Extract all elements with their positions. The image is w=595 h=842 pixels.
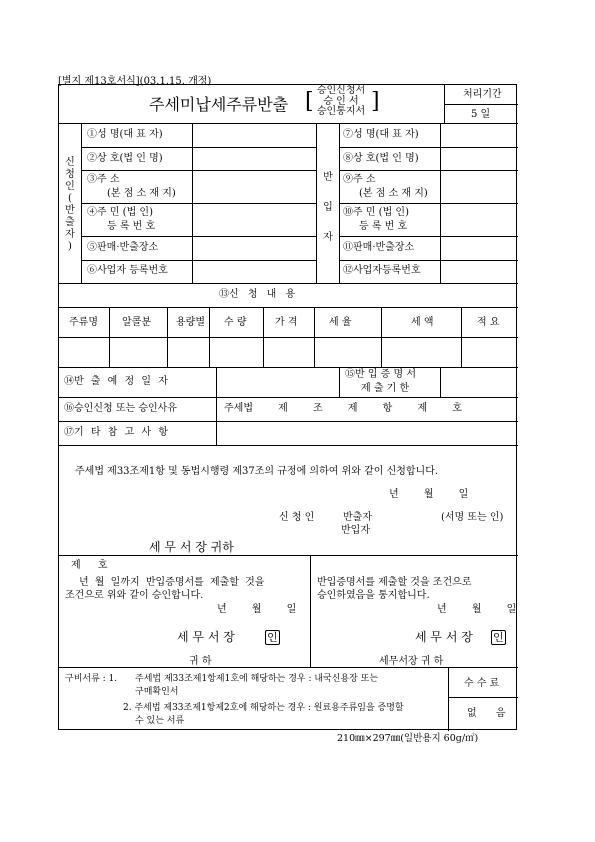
approval-reason-value: 주세법 제 조 제 항 제 호 bbox=[224, 403, 463, 414]
applicant-regno-sub: 등 록 번 호 bbox=[107, 221, 156, 232]
receiver-group-label: 반 입 자 bbox=[323, 172, 333, 243]
col-tax-rate: 세 율 bbox=[329, 317, 352, 328]
approval-left-chief: 세 무 서 장 bbox=[177, 630, 235, 644]
col-remarks: 적 요 bbox=[477, 317, 500, 328]
receiver-bizno-label: ⑫사업자등록번호 bbox=[343, 265, 421, 276]
approval-left-stamp: 인 bbox=[267, 631, 278, 644]
applicant-bizno-label: ⑥사업자 등록번호 bbox=[87, 265, 168, 276]
paper-size-note: 210㎜×297㎜(일반용지 60g/㎡) bbox=[337, 733, 479, 744]
approval-right-chief: 세 무 서 장 bbox=[415, 630, 473, 644]
application-header: ⑬신 청 내 용 bbox=[219, 289, 296, 300]
applicant-address-label: ③주 소 bbox=[87, 174, 120, 185]
col-volume: 용량별 bbox=[176, 317, 205, 328]
proof-deadline-sub: 제 출 기 한 bbox=[361, 383, 410, 394]
declaration-to: 세 무 서 장 귀하 bbox=[149, 540, 234, 554]
declaration-date: 년 월 일 bbox=[389, 489, 469, 500]
col-price: 가 격 bbox=[275, 317, 298, 328]
approval-left-text1: 년 월 일까지 반입증명서를 제출할 것을 bbox=[79, 577, 265, 588]
approval-number: 제 호 bbox=[71, 560, 108, 571]
applicant-address-sub: (본 점 소 재 지) bbox=[107, 188, 176, 199]
col-alcohol: 알콜분 bbox=[122, 317, 151, 328]
form-title: 주세미납세주류반출 bbox=[149, 95, 289, 114]
col-tax-amount: 세 액 bbox=[411, 317, 434, 328]
documents-item2: 2. 주세법 제33조제1항제2호에 해당하는 경우 : 원료용주류임을 증명할 bbox=[123, 703, 404, 713]
receiver-regno-sub: 등 록 번 호 bbox=[359, 221, 408, 232]
declaration-sign: (서명 또는 인) bbox=[441, 512, 504, 523]
approval-left-date: 년 월 일 bbox=[217, 604, 297, 615]
bracket-right: ] bbox=[371, 89, 380, 114]
receiver-address-label: ⑨주 소 bbox=[343, 174, 376, 185]
title-bracket-text: 승인신청서 승 인 서 승인통지서 bbox=[316, 85, 366, 117]
declaration-applicant: 신 청 인 bbox=[279, 512, 315, 523]
processing-value: 5 일 bbox=[471, 109, 491, 120]
applicant-name-label: ①성 명(대 표 자) bbox=[87, 129, 163, 140]
release-date-label: ⑭반 출 예 정 일 자 bbox=[64, 376, 168, 387]
applicant-group-label: 신 청 인 ( 반 출 자 ) bbox=[65, 157, 75, 252]
proof-deadline-label: ⑮반 입 증 명 서 bbox=[345, 369, 417, 380]
documents-item1-cont: 구매확인서 bbox=[135, 687, 179, 697]
approval-right-text1: 반입증명서를 제출할 것을 조건으로 bbox=[317, 577, 472, 588]
approval-left-to: 귀 하 bbox=[189, 656, 212, 667]
approval-reason-label: ⑯승인신청 또는 승인사유 bbox=[64, 403, 177, 414]
col-liquor-name: 주류명 bbox=[69, 317, 98, 328]
processing-label: 처리기간 bbox=[463, 89, 502, 100]
receiver-place-label: ⑪판매·반출장소 bbox=[343, 242, 415, 253]
fee-label: 수 수 료 bbox=[464, 678, 500, 689]
receiver-name-label: ⑦성 명(대 표 자) bbox=[343, 129, 419, 140]
declaration-receiver: 반입자 bbox=[341, 525, 370, 536]
approval-left-text2: 조건으로 위와 같이 승인합니다. bbox=[65, 590, 204, 601]
form-code: [별지 제13호서식](03.1.15. 개정) bbox=[58, 76, 212, 87]
documents-label: 구비서류 : 1. bbox=[65, 674, 118, 684]
receiver-regno-label: ⑩주 민 (법 인) bbox=[343, 207, 409, 218]
applicant-company-label: ②상 호(법 인 명) bbox=[87, 153, 163, 164]
approval-right-to: 세무서장 귀 하 bbox=[379, 656, 444, 667]
col-quantity: 수 량 bbox=[224, 317, 247, 328]
receiver-company-label: ⑧상 호(법 인 명) bbox=[343, 153, 419, 164]
fee-value: 없 음 bbox=[467, 708, 506, 719]
declaration-releaser: 반출자 bbox=[343, 512, 372, 523]
applicant-regno-label: ④주 민 (법 인) bbox=[87, 207, 153, 218]
bracket-left: [ bbox=[305, 89, 314, 114]
documents-item2-cont: 수 있는 서류 bbox=[135, 716, 185, 726]
approval-right-date: 년 월 일 bbox=[437, 604, 517, 615]
declaration-statement: 주세법 제33조제1항 및 동법시행령 제37조의 규정에 의하여 위와 같이 신청합니다. bbox=[75, 466, 439, 477]
approval-right-text2: 승인하였음을 통지합니다. bbox=[317, 590, 430, 601]
tax-form bbox=[58, 84, 517, 730]
receiver-address-sub: (본 점 소 재 지) bbox=[359, 188, 428, 199]
other-reference-label: ⑰기 타 참 고 사 항 bbox=[64, 427, 168, 438]
applicant-place-label: ⑤판매·반출장소 bbox=[87, 242, 159, 253]
approval-right-stamp: 인 bbox=[493, 631, 504, 644]
documents-item1: 주세법 제33조제1항제1호에 해당하는 경우 : 내국신용장 또는 bbox=[135, 674, 379, 684]
